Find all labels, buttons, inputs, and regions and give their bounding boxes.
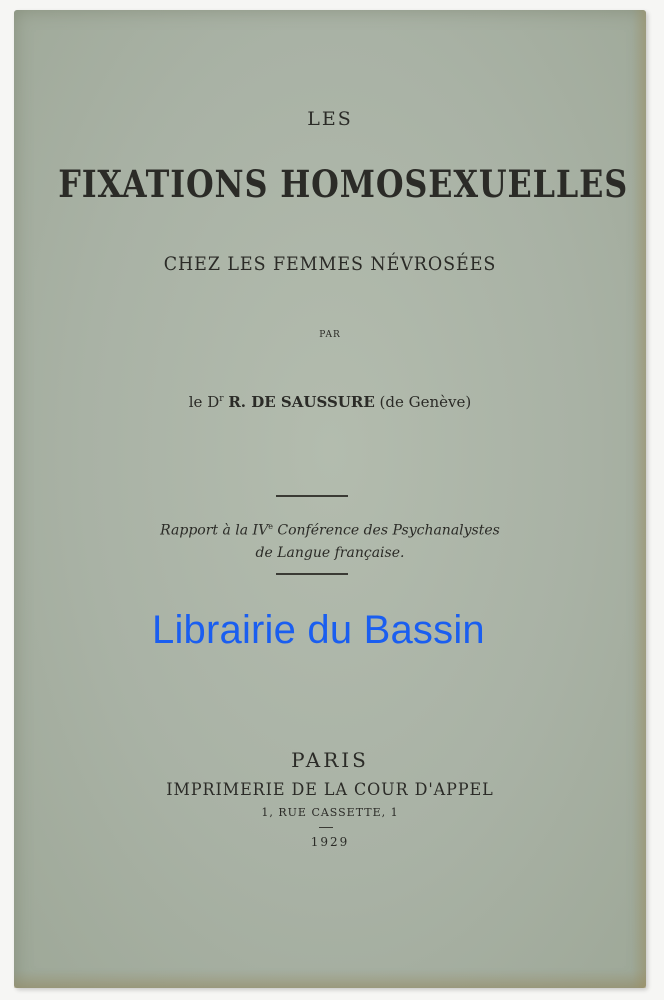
book-cover [14, 10, 646, 988]
by-label: PAR [319, 330, 341, 340]
year-divider [319, 827, 333, 828]
divider-top [276, 495, 348, 497]
book-title: FIXATIONS HOMOSEXUELLES [58, 162, 629, 206]
pre-title: LES [307, 108, 353, 130]
report-line-1-sup: e [268, 522, 273, 531]
book-subtitle: CHEZ LES FEMMES NÉVROSÉES [163, 253, 497, 275]
report-line-1 [14, 522, 646, 539]
publication-year: 1929 [310, 835, 350, 849]
divider-bottom [276, 573, 348, 575]
author-suffix: (de Genève) [379, 393, 472, 411]
author-name: R. DE SAUSSURE [228, 393, 375, 411]
publisher-name: IMPRIMERIE DE LA COUR D'APPEL [166, 780, 494, 800]
publisher-address: 1, RUE CASSETTE, 1 [261, 806, 399, 819]
publisher-city: PARIS [291, 748, 369, 772]
author-title-sup: r [219, 394, 224, 404]
report-line-1-start: Rapport à la IV [160, 522, 269, 539]
report-line-1-end: Conférence des Psychanalystes [277, 522, 500, 539]
report-line-2: de Langue française. [255, 545, 405, 561]
author-line [14, 393, 646, 411]
author-prefix: le D [188, 393, 220, 411]
watermark-text: Librairie du Bassin [152, 608, 485, 652]
